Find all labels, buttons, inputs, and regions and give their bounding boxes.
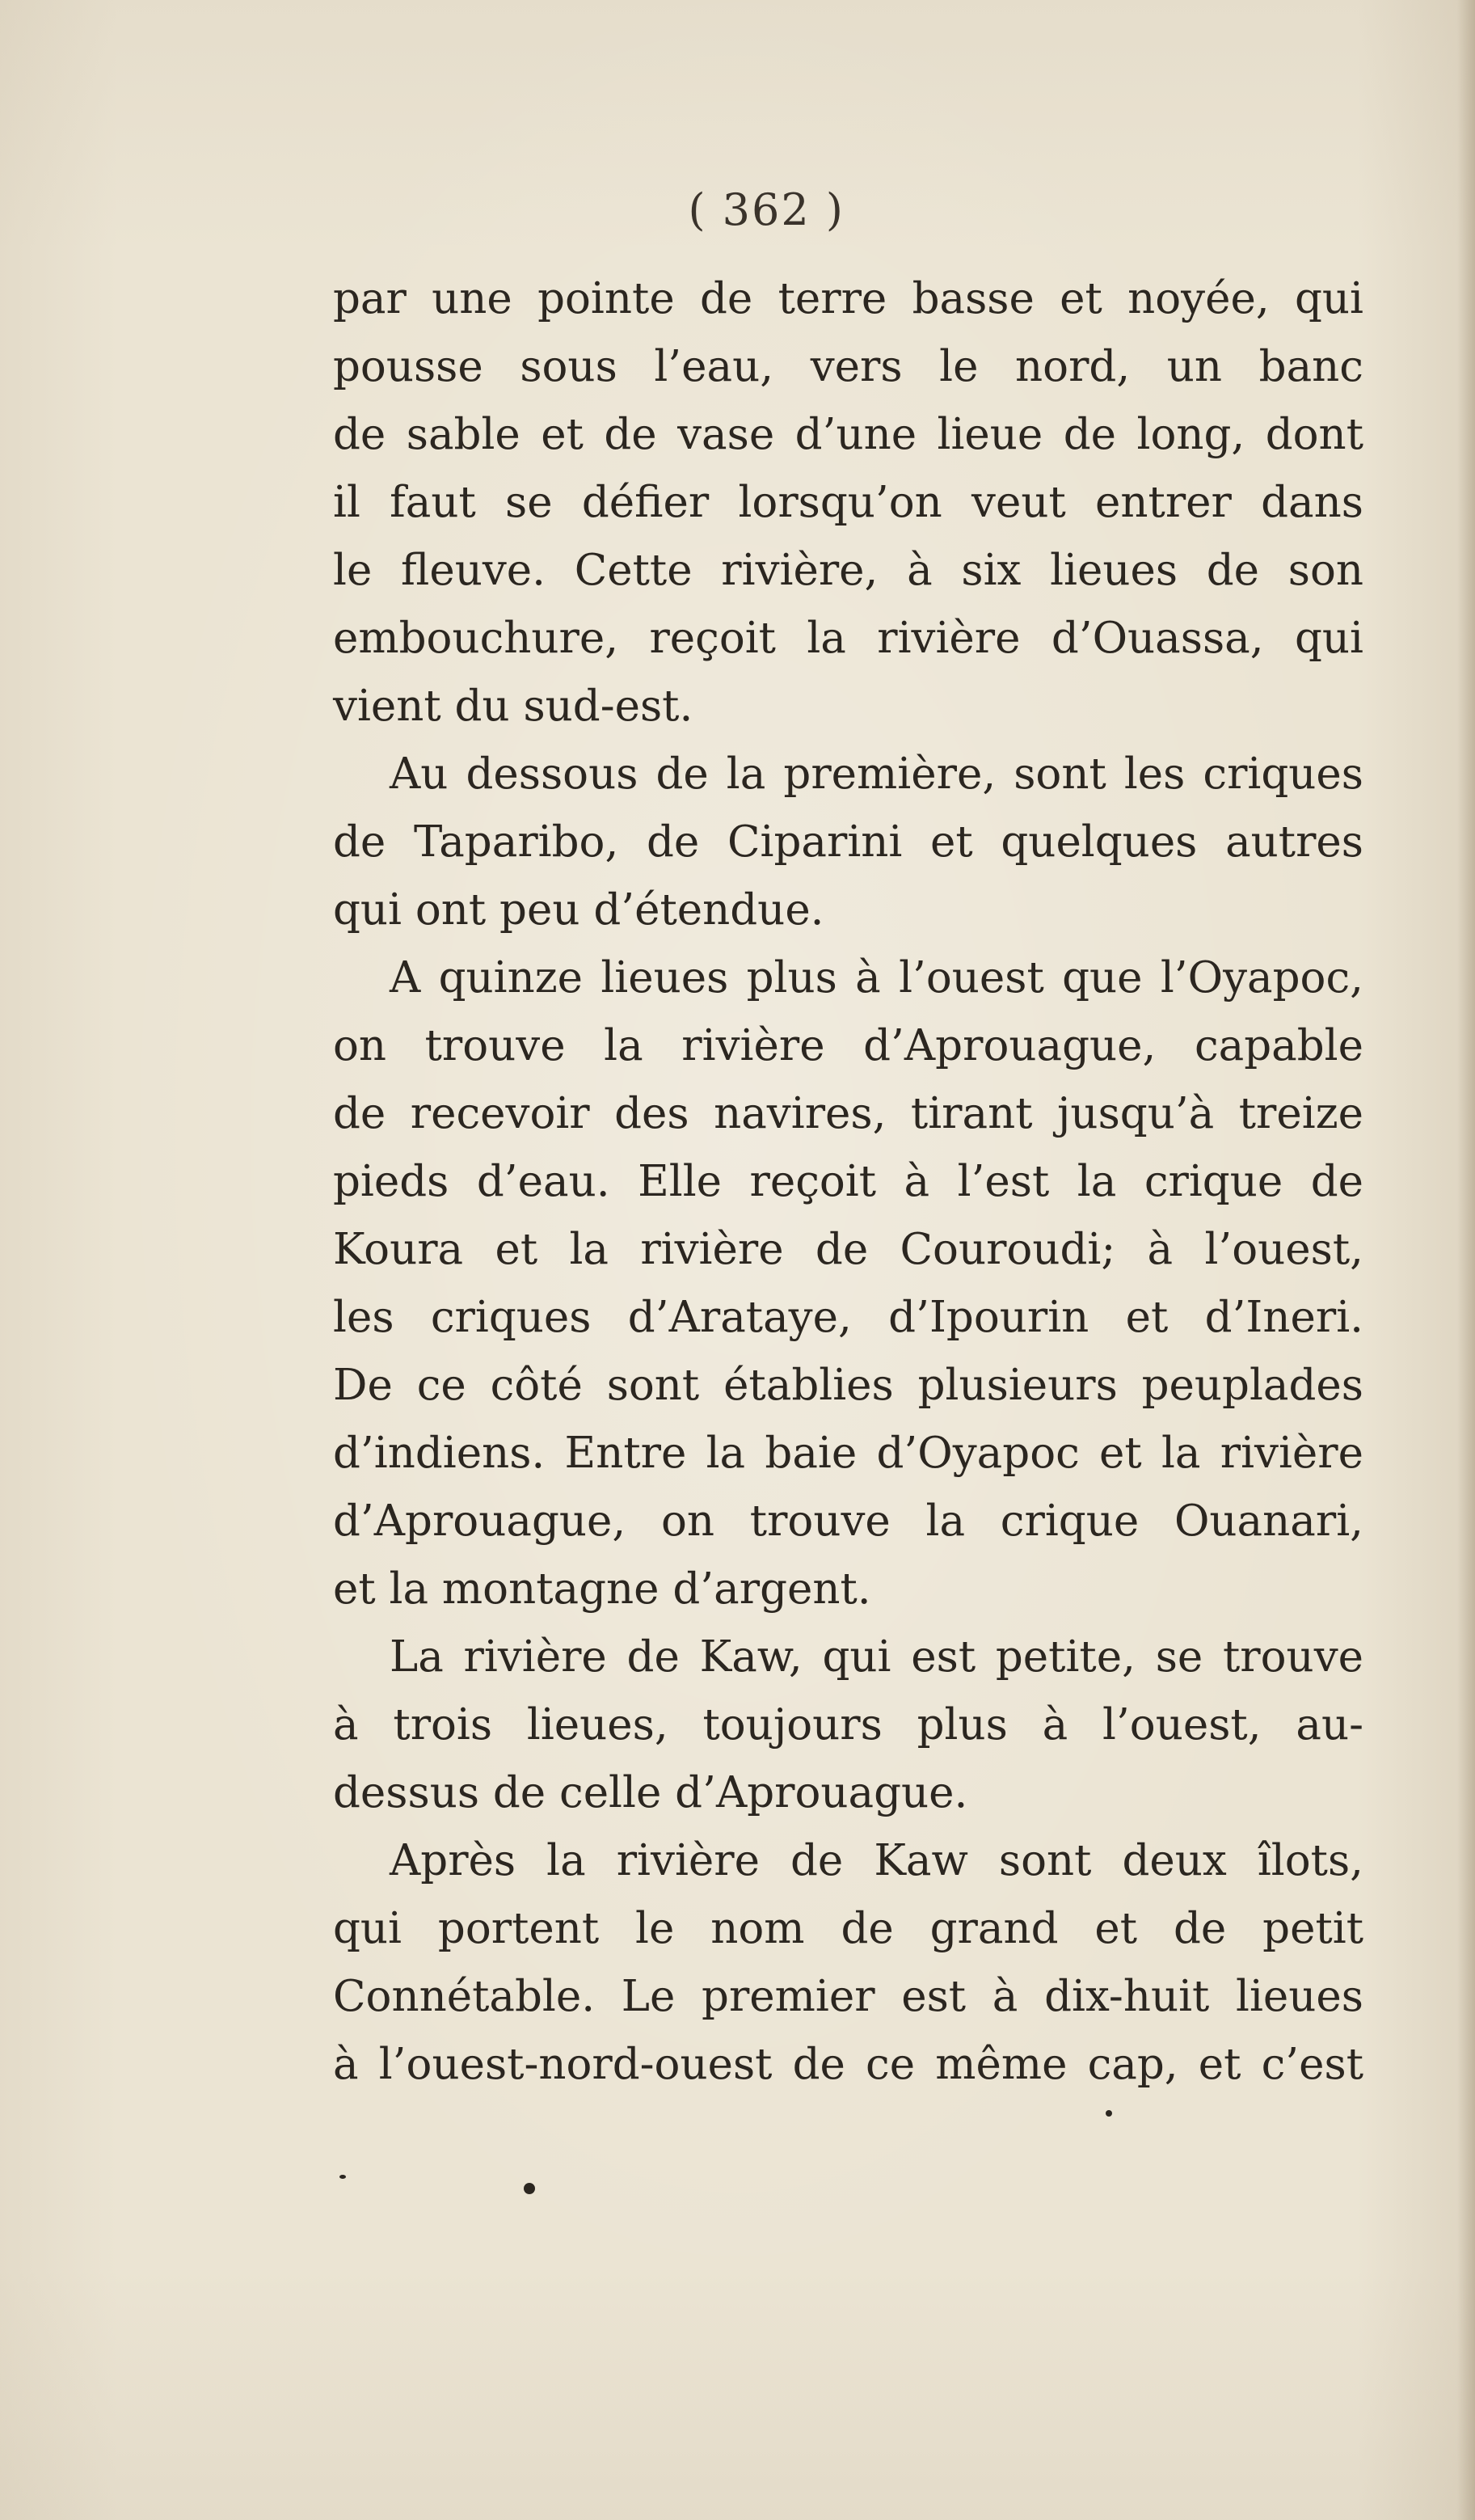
text-line: d’indiens. Entre la baie d’Oyapoc et la rivière — [333, 1429, 1363, 1478]
text-line: Koura et la rivière de Couroudi; à l’ouest, — [333, 1225, 1363, 1274]
text-line: vient du sud-est. — [333, 682, 693, 731]
text-line: de sable et de vase d’une lieue de long, dont — [333, 410, 1363, 459]
text-line: les criques d’Arataye, d’Ipourin et d’Ineri. — [333, 1293, 1363, 1342]
text-line: qui ont peu d’étendue. — [333, 885, 824, 935]
text-line: pieds d’eau. Elle reçoit à l’est la crique de — [333, 1157, 1363, 1206]
text-line: Connétable. Le premier est à dix-huit lieues — [333, 1972, 1363, 2021]
text-line: De ce côté sont établies plusieurs peuplades — [333, 1361, 1363, 1410]
body-text — [333, 265, 1363, 2099]
ink-speck — [1106, 2110, 1112, 2117]
text-line: et la montagne d’argent. — [333, 1564, 871, 1614]
page-number: ( 362 ) — [688, 184, 845, 235]
text-line: dessus de celle d’Aprouague. — [333, 1768, 968, 1817]
text-line: le fleuve. Cette rivière, à six lieues de son — [333, 546, 1363, 595]
text-line: A quinze lieues plus à l’ouest que l’Oyapoc, — [390, 953, 1363, 1003]
text-line: La rivière de Kaw, qui est petite, se trouve — [390, 1632, 1363, 1682]
page-edge-shadow — [1457, 0, 1475, 2520]
text-line: on trouve la rivière d’Aprouague, capable — [333, 1021, 1363, 1070]
text-line: par une pointe de terre basse et noyée, qui — [333, 274, 1363, 323]
paragraph — [333, 741, 1363, 944]
text-line: à l’ouest-nord-ouest de ce même cap, et c’est — [333, 2040, 1363, 2089]
text-line: Au dessous de la première, sont les criques — [390, 749, 1363, 799]
paragraph — [333, 1827, 1363, 2099]
text-line: de Taparibo, de Ciparini et quelques autres — [333, 817, 1363, 867]
text-line: pousse sous l’eau, vers le nord, un banc — [333, 342, 1363, 391]
paragraph — [333, 265, 1363, 741]
text-line: à trois lieues, toujours plus à l’ouest, au- — [333, 1700, 1363, 1750]
text-line: qui portent le nom de grand et de petit — [333, 1904, 1363, 1953]
text-line: d’Aprouague, on trouve la crique Ouanari, — [333, 1496, 1363, 1546]
text-line: Après la rivière de Kaw sont deux îlots, — [390, 1836, 1363, 1885]
text-line: il faut se défier lorsqu’on veut entrer dans — [333, 478, 1363, 527]
text-line: de recevoir des navires, tirant jusqu’à treize — [333, 1089, 1363, 1138]
paragraph — [333, 944, 1363, 1623]
text-line: embouchure, reçoit la rivière d’Ouassa, qui — [333, 614, 1363, 663]
paragraph — [333, 1623, 1363, 1827]
ink-speck — [524, 2183, 535, 2194]
ink-speck — [339, 2175, 346, 2179]
